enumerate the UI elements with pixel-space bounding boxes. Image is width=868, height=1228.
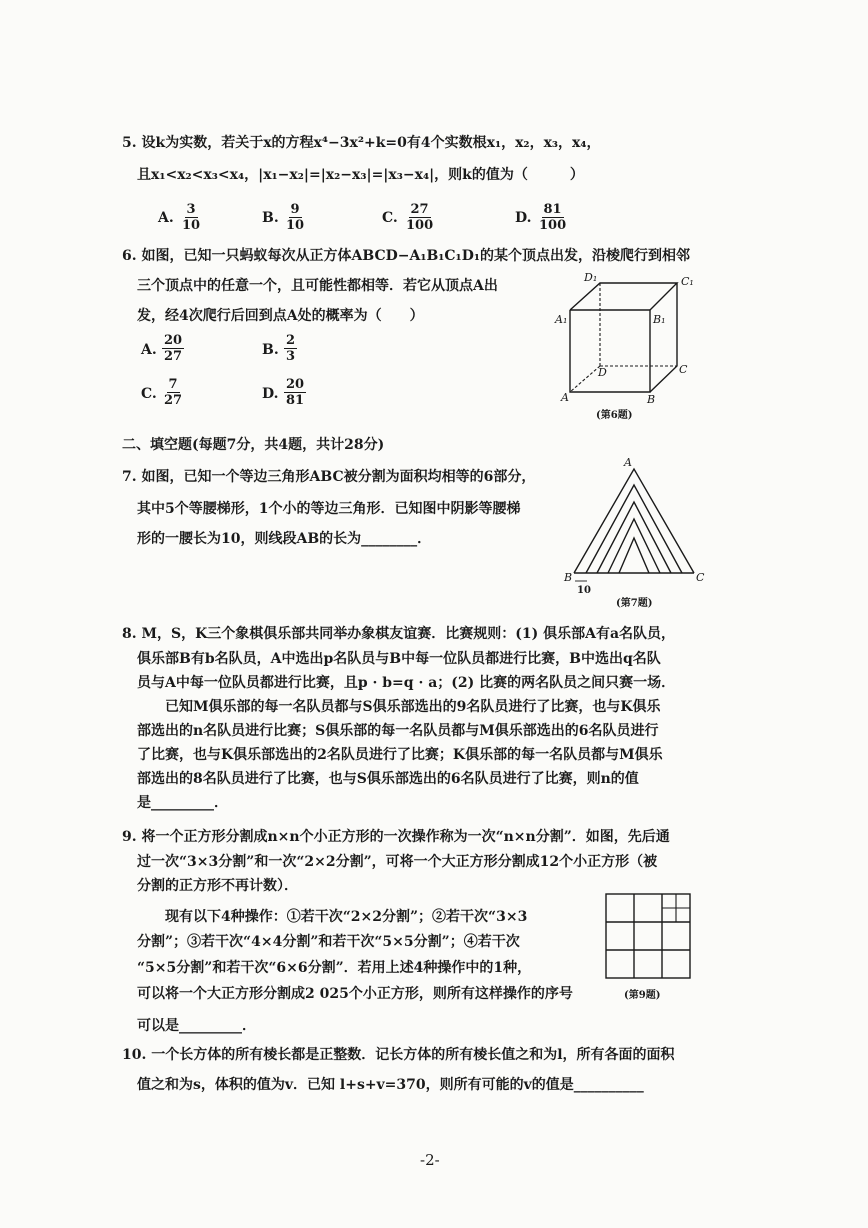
q9-line5: 分割”；③若干次“4×4分割”和若干次“5×5分割”；④若干次 [137,934,520,950]
q8-line5: 部选出的n名队员进行比赛；S俱乐部的每一名队员都与M俱乐部选出的6名队员进行 [137,723,659,739]
label-d: D [598,366,607,379]
fraction-numerator: 20 [164,333,183,348]
fraction-denominator: 10 [182,218,201,233]
fraction-denominator: 10 [286,218,305,233]
q5-option-d-fraction [537,202,568,233]
q7-line1: 7. 如图，已知一个等边三角形ABC被分割为面积均相等的6部分， [122,469,536,485]
q8-line7: 部选出的8名队员进行了比赛，也与S俱乐部选出的6名队员进行了比赛，则n的值 [137,771,639,787]
edge-d-a [570,366,600,392]
fraction-numerator: 27 [410,202,429,217]
fraction-numerator: 7 [168,377,178,392]
outer-square [606,894,690,978]
q6-option-a-label: A. [141,342,157,358]
q6-line1: 6. 如图，已知一只蚂蚁每次从正方体ABCD−A₁B₁C₁D₁的某个顶点出发，沿棱爬行到相邻 [122,248,690,264]
fraction-numerator: 20 [286,377,305,392]
cube-top-face [570,283,677,310]
section-2-heading: 二、填空题(每题7分，共4题，共计28分) [122,437,385,453]
q5-option-c-fraction [404,202,435,233]
cube-right-face [650,283,677,392]
q10-line2: 值之和为s，体积的值为v．已知 l+s+v=370，则所有可能的v的值是__________ [137,1077,644,1093]
label-b: B [647,393,656,406]
q6-line3: 发，经4次爬行后回到点A处的概率为（ ） [137,308,424,324]
fraction-denominator: 27 [164,349,183,364]
trapezoid-line-3 [608,519,660,573]
q9-line1: 9. 将一个正方形分割成n×n个小正方形的一次操作称为一次“n×n分割”．如图，先后通 [122,829,670,845]
trapezoid-line-4 [619,538,649,573]
q5-option-c-label: C. [382,210,398,226]
q6-option-d-fraction [284,377,306,408]
q6-option-d-label: D. [262,386,279,402]
grid-figure [604,892,694,1007]
fraction-denominator: 27 [164,393,183,408]
q5-line1: 5. 设k为实数，若关于x的方程x⁴−3x²+k=0有4个实数根x₁，x₂，x₃，x₄， [122,135,601,151]
cube-front-face [570,310,650,392]
q9-line4: 现有以下4种操作：①若干次“2×2分割”；②若干次“3×3 [165,909,528,925]
q8-line8: 是_________． [137,795,228,811]
label-a: A [624,456,632,469]
label-c: C [696,571,705,584]
fraction-denominator: 3 [286,349,296,364]
label-b: B [564,571,573,584]
cube-visible-edges [570,283,677,392]
label-a1: A₁ [555,313,568,326]
q8-line2: 俱乐部B有b名队员，A中选出p名队员与B中每一位队员都进行比赛，B中选出q名队 [137,651,661,667]
label-c: C [679,363,688,376]
q6-option-b-fraction [284,333,297,364]
q8-line4: 已知M俱乐部的每一名队员都与S俱乐部选出的9名队员进行了比赛，也与K俱乐 [165,699,661,715]
figure-caption-q9: (第9题) [624,990,661,1001]
fraction-numerator: 3 [186,202,196,217]
figure-caption-q6: (第6题) [596,410,633,421]
page-number: -2- [420,1151,440,1169]
label-d1: D₁ [584,271,598,284]
fraction-denominator: 100 [539,218,567,233]
q9-line3: 分割的正方形不再计数）． [137,878,298,894]
fraction-numerator: 81 [543,202,562,217]
q5-option-a-label: A. [158,210,174,226]
fraction-denominator: 100 [406,218,434,233]
label-c1: C₁ [681,275,694,288]
q5-option-b-label: B. [262,210,279,226]
q6-option-a-fraction [162,333,184,364]
q9-line6: “5×5分割”和若干次“6×6分割”．若用上述4种操作中的1种， [137,960,532,976]
q10-line1: 10. 一个长方体的所有棱长都是正整数．记长方体的所有棱长值之和为l，所有各面的面积 [122,1047,675,1063]
trapezoid-line-1 [586,485,682,573]
q8-line6: 了比赛，也与K俱乐部选出的2名队员进行了比赛；K俱乐部的每一名队员都与M俱乐 [137,747,663,763]
q5-line2: 且x₁<x₂<x₃<x₄，|x₁−x₂|=|x₂−x₃|=|x₃−x₄|，则k的值为（ ） [137,167,584,183]
q9-line8: 可以是_________． [137,1018,256,1034]
triangle-figure [560,455,710,610]
q6-line2: 三个顶点中的任意一个，且可能性都相等．若它从顶点A出 [137,278,498,294]
q6-option-c-label: C. [141,386,157,402]
q6-option-b-label: B. [262,342,279,358]
q9-line7: 可以将一个大正方形分割成2 025个小正方形，则所有这样操作的序号 [137,986,573,1002]
figure-caption-q7: (第7题) [616,598,653,609]
q8-line3: 员与A中每一位队员都进行比赛，且p · b=q · a；(2) 比赛的两名队员之间只赛一场． [137,675,676,691]
fraction-denominator: 81 [286,393,305,408]
q9-line2: 过一次“3×3分割”和一次“2×2分割”，可将一个大正方形分割成12个小正方形（被 [137,854,658,870]
q7-line2: 其中5个等腰梯形，1个小的等边三角形．已知图中阴影等腰梯 [137,501,521,517]
q7-line3: 形的一腰长为10，则线段AB的长为________． [137,531,432,547]
fraction-numerator: 2 [286,333,296,348]
fraction-numerator: 9 [290,202,300,217]
q6-option-c-fraction [162,377,184,408]
q5-option-b-fraction [284,202,306,233]
q5-option-a-fraction [180,202,202,233]
length-label: 10 [577,585,591,596]
label-b1: B₁ [653,313,666,326]
q5-option-d-label: D. [515,210,532,226]
q8-line1: 8. M，S，K三个象棋俱乐部共同举办象棋友谊赛．比赛规则：(1) 俱乐部A有a名队员， [122,626,676,642]
label-a: A [561,391,569,404]
cube-figure [540,270,700,425]
